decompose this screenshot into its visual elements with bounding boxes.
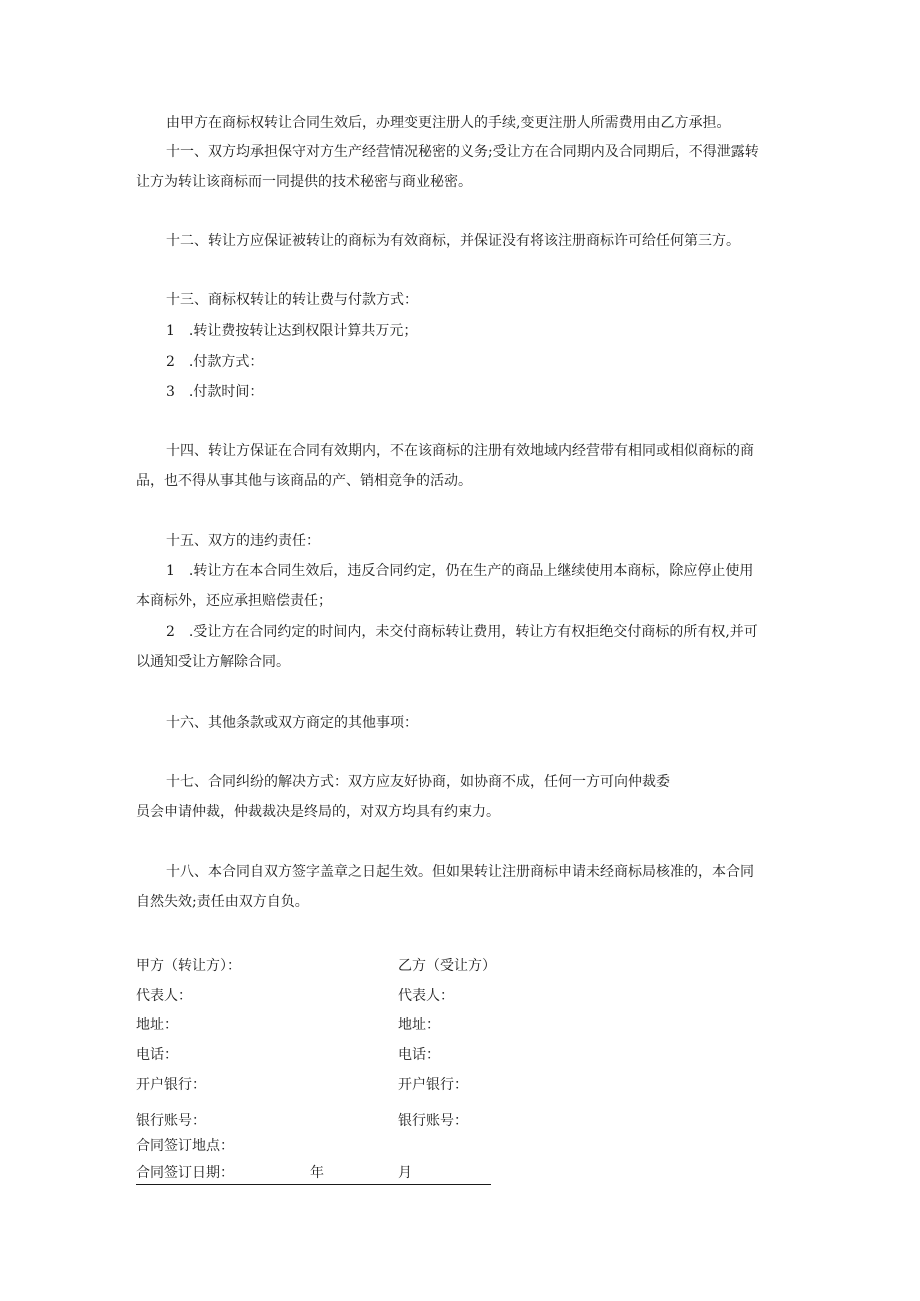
party-b-account: 银行账号： — [398, 1113, 468, 1129]
clause-15-item-1-line-1: 1 .转让方在本合同生效后，违反合同约定，仍在生产的商品上继续使用本商标，除应停止使用 — [166, 563, 754, 579]
clause-14-line-2: 品，也不得从事其他与该商品的产、销相竞争的活动。 — [136, 473, 472, 489]
clause-10-continuation: 由甲方在商标权转让合同生效后，办理变更注册人的手续,变更注册人所需费用由乙方承担。 — [166, 115, 731, 131]
clause-13-item-2: 2 .付款方式： — [166, 354, 264, 370]
signing-date-year: 年 — [310, 1165, 324, 1181]
signing-date-month: 月 — [398, 1165, 412, 1181]
party-a-phone: 电话： — [136, 1047, 178, 1063]
clause-12: 十二、转让方应保证被转让的商标为有效商标，并保证没有将该注册商标许可给任何第三方。 — [166, 233, 740, 249]
clause-15-item-2-line-1: 2 .受让方在合同约定的时间内，未交付商标转让费用，转让方有权拒绝交付商标的所有权,并可 — [166, 624, 758, 640]
clause-17-line-2: 员会申请仲裁，仲裁裁决是终局的，对双方均具有约束力。 — [136, 804, 500, 820]
clause-11-line-1: 十一、双方均承担保守对方生产经营情况秘密的义务;受让方在合同期内及合同期后，不得泄露转 — [166, 144, 759, 160]
clause-11-line-2: 让方为转让该商标而一同提供的技术秘密与商业秘密。 — [136, 174, 472, 190]
clause-14-line-1: 十四、转让方保证在合同有效期内，不在该商标的注册有效地域内经营带有相同或相似商标的商 — [166, 443, 754, 459]
party-b-address: 地址： — [398, 1017, 440, 1033]
party-a-representative: 代表人： — [136, 988, 192, 1004]
party-b-bank: 开户银行： — [398, 1077, 468, 1093]
clause-15-title: 十五、双方的违约责任： — [166, 533, 320, 549]
clause-18-line-2: 自然失效;责任由双方自负。 — [136, 894, 309, 910]
clause-15-item-2-line-2: 以通知受让方解除合同。 — [136, 654, 290, 670]
party-a-address: 地址： — [136, 1017, 178, 1033]
clause-13-item-3: 3 .付款时间： — [166, 384, 264, 400]
party-a-label: 甲方（转让方）： — [136, 958, 241, 974]
clause-13-title: 十三、商标权转让的转让费与付款方式： — [166, 292, 418, 308]
signing-place: 合同签订地点： — [136, 1138, 234, 1154]
clause-18-line-1: 十八、本合同自双方签字盖章之日起生效。但如果转让注册商标申请未经商标局核准的，本合同 — [166, 864, 754, 880]
signing-date: 合同签订日期： — [136, 1165, 234, 1181]
party-b-representative: 代表人： — [398, 988, 454, 1004]
clause-13-item-1: 1 .转让费按转让达到权限计算共万元； — [166, 323, 418, 339]
signing-date-underline — [136, 1184, 491, 1185]
party-a-bank: 开户银行： — [136, 1077, 206, 1093]
clause-15-item-1-line-2: 本商标外，还应承担赔偿责任； — [136, 593, 332, 609]
party-b-label: 乙方（受让方） — [398, 958, 496, 974]
party-b-phone: 电话： — [398, 1047, 440, 1063]
clause-16: 十六、其他条款或双方商定的其他事项： — [166, 715, 418, 731]
party-a-account: 银行账号： — [136, 1113, 206, 1129]
clause-17-line-1: 十七、合同纠纷的解决方式：双方应友好协商，如协商不成，任何一方可向仲裁委 — [166, 774, 670, 790]
